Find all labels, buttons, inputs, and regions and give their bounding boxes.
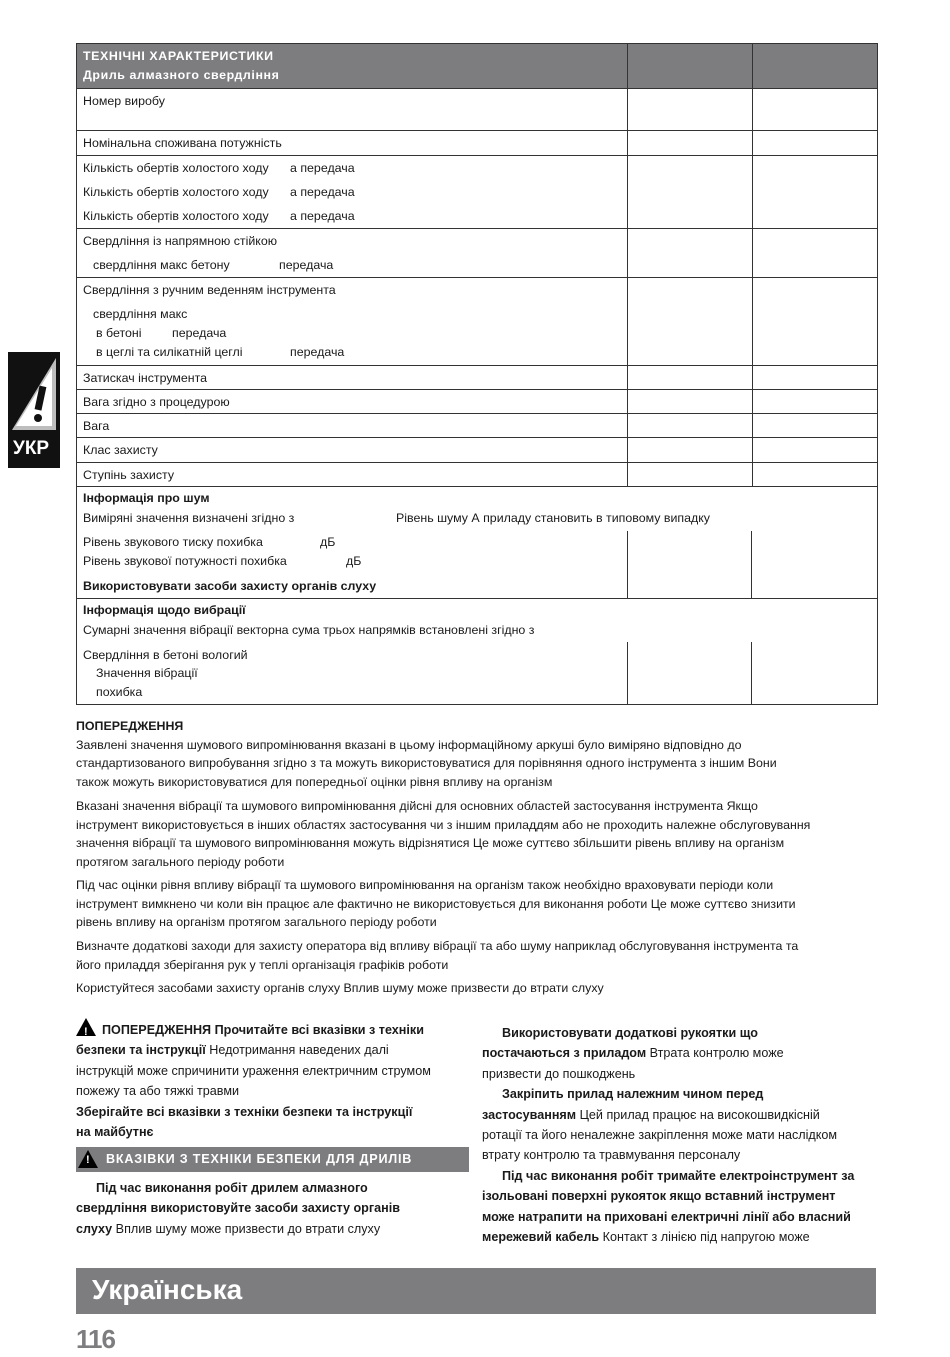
paragraph-line: Заявлені значення шумового випромінювання вказані в цьому інформаційному аркуші було виміряно відповідно до	[76, 737, 742, 752]
row-label: в бетоні	[96, 326, 142, 340]
language-footer-bar	[76, 1268, 876, 1314]
safety-text: призвести до пошкоджень	[482, 1066, 636, 1081]
row-label: Кількість обертів холостого ходу	[83, 209, 269, 223]
noise-text: Рівень звукового тиску похибка	[83, 535, 263, 549]
row-label: а передача	[290, 185, 355, 199]
vibration-text: похибка	[96, 685, 143, 699]
row-label: Номінальна споживана потужність	[83, 136, 282, 150]
row-label: передача	[172, 326, 227, 340]
paragraph-line: значення вібрації та шумового випромінювання можуть відрізнятися Це може суттєво збільшити рівень впливу на організм	[76, 836, 785, 851]
safety-text: Використовувати додаткові рукоятки що	[502, 1026, 758, 1040]
noise-text: Рівень шуму А приладу становить в типовому випадку	[396, 511, 710, 525]
safety-text: мережевий кабель	[482, 1230, 600, 1245]
keep-instructions: на майбутнє	[76, 1125, 154, 1140]
paragraph-line: рівень впливу на організм протягом загального періоду роботи	[76, 915, 437, 930]
paragraph-line: Під час оцінки рівня впливу вібрації та шумового випромінювання на організм також необхідно враховувати періоди коли	[76, 878, 774, 892]
warning-text: пожежу та або тяжкі травми	[76, 1084, 240, 1099]
table-row	[77, 156, 878, 229]
paragraph-line: також можуть використовуватися для попередньої оцінки рівня впливу на організм	[76, 774, 553, 789]
paragraph-line: інструмент вимкнено чи коли він працює але фактично не використовується для виконання роботи Це може суттєво знизити	[76, 896, 796, 911]
paragraph-line: протягом загального періоду роботи	[76, 854, 285, 869]
row-label: Свердління із напрямною стійкою	[83, 234, 277, 248]
paragraph-line: Користуйтеся засобами захисту органів слуху Вплив шуму може призвести до втрати слуху	[76, 981, 604, 995]
paragraph	[76, 937, 876, 974]
row-label: свердління макс бетону	[93, 258, 230, 272]
table-row	[77, 366, 878, 390]
noise-text: Використовувати засоби захисту органів слуху	[83, 579, 377, 593]
table-row	[77, 414, 878, 438]
warning-icon: !	[78, 1150, 98, 1168]
row-label: а передача	[290, 209, 355, 223]
section-title: ВКАЗІВКИ З ТЕХНІКИ БЕЗПЕКИ ДЛЯ ДРИЛІВ	[106, 1152, 413, 1166]
noise-unit: дБ	[320, 535, 336, 549]
safety-text: Під час виконання робіт тримайте електроінструмент за	[502, 1168, 855, 1183]
row-label: передача	[279, 258, 334, 272]
row-label: Вага	[83, 419, 110, 433]
safety-text: свердління використовуйте засоби захисту органів	[76, 1201, 400, 1216]
safety-text: Цей прилад працює на високошвидкісній	[576, 1107, 820, 1122]
paragraph-line: Вказані значення вібрації та шумового випромінювання дійсні для основних областей застосування інструмента Якщо	[76, 799, 758, 813]
warning-heading: безпеки та інструкції	[76, 1043, 206, 1058]
row-label: передача	[290, 345, 345, 359]
row-label: а передача	[290, 161, 355, 175]
row-label: Ступінь захисту	[83, 468, 175, 482]
safety-text: Під час виконання робіт дрилем алмазного	[96, 1181, 368, 1195]
left-column-safety	[76, 1178, 471, 1239]
table-row	[77, 438, 878, 463]
paragraph-line: його приладдя зберігання рук у теплі організація графіків роботи	[76, 957, 449, 972]
warning-icon: !	[76, 1018, 96, 1036]
row-label: Кількість обертів холостого ходу	[83, 161, 269, 175]
noise-info-row	[77, 487, 878, 599]
safety-text: Закріпить прилад належним чином перед	[502, 1087, 764, 1102]
language-label: Українська	[92, 1274, 243, 1305]
table-row	[77, 89, 878, 131]
warning-icon	[8, 352, 60, 432]
paragraph-line: стандартизованого випробування згідно з та можуть використовуватися для порівняння одного інструмента з іншим Вони	[76, 756, 777, 771]
technical-data-table	[76, 43, 878, 705]
safety-text: ротації та його неналежне закріплення може мати наслідком	[482, 1128, 838, 1143]
safety-text: застосуванням	[482, 1107, 577, 1122]
language-side-tab	[8, 352, 60, 468]
safety-text: Вплив шуму може призвести до втрати слуху	[112, 1221, 381, 1236]
right-column	[482, 1023, 877, 1247]
warning-text: Недотримання наведених далі	[205, 1043, 389, 1058]
row-label: Клас захисту	[83, 443, 158, 457]
page-number: 116	[76, 1324, 115, 1354]
noise-text: Виміряні значення визначені згідно з	[83, 511, 295, 525]
row-label: Свердління з ручним веденням інструмента	[83, 283, 336, 297]
safety-text: втрату контролю та травмування персоналу	[482, 1148, 741, 1163]
row-label: Затискач інструмента	[83, 371, 208, 385]
noise-title: Інформація про шум	[83, 491, 210, 505]
safety-text: Контакт з лінією під напругою може	[599, 1230, 810, 1245]
row-label: Кількість обертів холостого ходу	[83, 185, 269, 199]
noise-unit: дБ	[346, 554, 362, 568]
paragraph-line: Визначте додаткові заходи для захисту оператора від впливу вібрації та або шуму наприклад обслуговування інструмента та	[76, 939, 799, 953]
vibration-text: Значення вібрації	[96, 666, 198, 680]
table-header-subtitle: Дриль алмазного свердління	[83, 68, 280, 82]
paragraph	[76, 797, 876, 871]
vibration-info-row	[77, 599, 878, 705]
keep-instructions: Зберігайте всі вказівки з техніки безпеки та інструкції	[76, 1104, 413, 1119]
row-label: свердління макс	[93, 307, 188, 321]
row-label: Вага згідно з процедурою	[83, 395, 230, 409]
warning-heading: ПОПЕРЕДЖЕННЯ Прочитайте всі вказівки з техніки	[102, 1023, 424, 1037]
vibration-text: Свердління в бетоні вологий	[83, 648, 248, 662]
paragraph	[76, 979, 876, 998]
warning-text: інструкцій може спричинити ураження електричним струмом	[76, 1063, 431, 1078]
row-label: в цеглі та силікатній цеглі	[96, 345, 243, 359]
safety-text: ізольовані поверхні рукояток якщо вставний інструмент	[482, 1189, 836, 1204]
safety-text: постачаються з приладом	[482, 1046, 647, 1061]
table-row	[77, 390, 878, 414]
safety-text: може натрапити на приховані електричні лінії або власний	[482, 1209, 851, 1224]
safety-text: слуху	[76, 1221, 113, 1236]
row-label: Номер виробу	[83, 94, 165, 108]
table-row	[77, 278, 878, 366]
warnings-section	[76, 717, 876, 791]
left-column	[76, 1018, 471, 1142]
vibration-text: Сумарні значення вібрації векторна сума трьох напрямків встановлені згідно з	[83, 623, 535, 637]
table-row	[77, 131, 878, 156]
side-tab-label: УКР	[13, 438, 50, 459]
safety-text: Втрата контролю може	[646, 1046, 784, 1061]
table-header-title: ТЕХНІЧНІ ХАРАКТЕРИСТИКИ	[83, 49, 274, 63]
vibration-title: Інформація щодо вибрації	[83, 603, 246, 617]
table-row	[77, 229, 878, 278]
warnings-title: ПОПЕРЕДЖЕННЯ	[76, 719, 184, 733]
paragraph	[76, 876, 876, 932]
table-row	[77, 463, 878, 487]
noise-text: Рівень звукової потужності похибка	[83, 554, 287, 568]
section-bar	[76, 1147, 469, 1172]
paragraph-line: інструмент використовується в інших областях застосування чи з іншим приладдям або не проходить належне обслуговування	[76, 817, 811, 832]
